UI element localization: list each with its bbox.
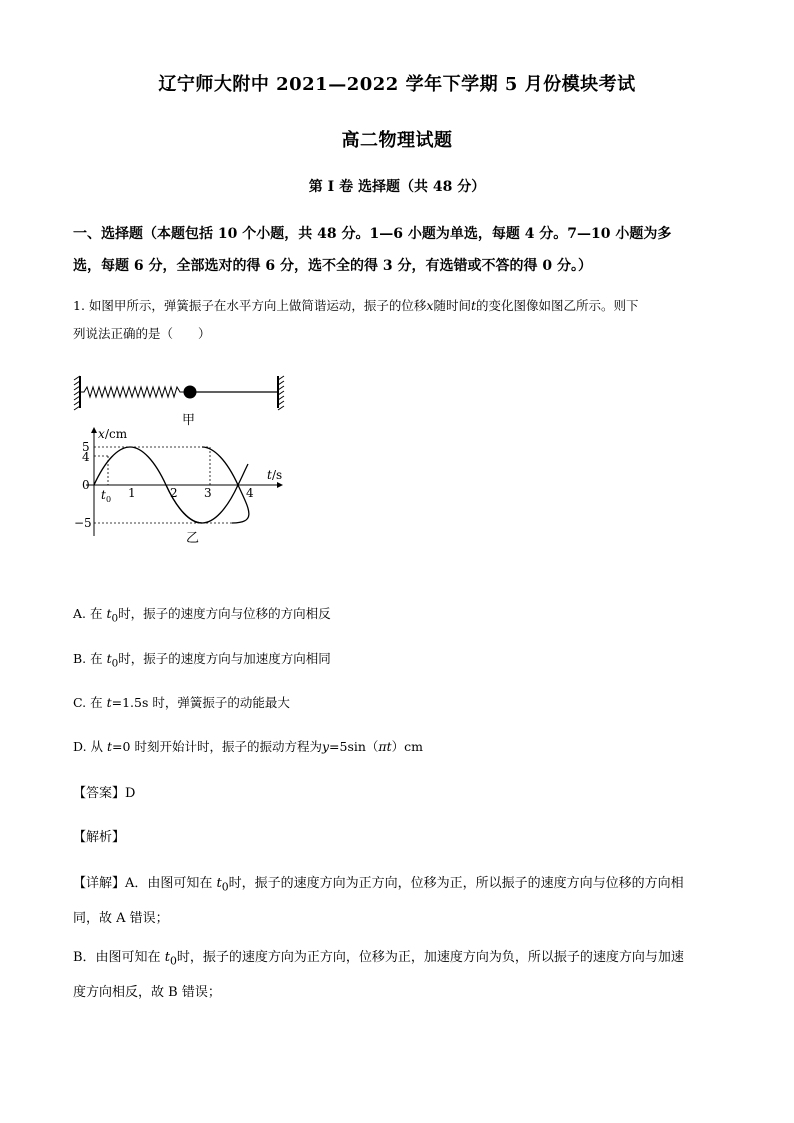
label-jia: 甲 xyxy=(182,413,196,428)
answer-value: D xyxy=(125,786,136,801)
question-1-line-1: 1. 如图甲所示，弹簧振子在水平方向上做简谐运动，振子的位移x随时间t的变化图像如图乙所示。则下 xyxy=(73,298,639,313)
y-axis-label: x xyxy=(98,427,105,441)
detail-b-line-1: B．由图可知在 $t_0$时，振子的速度方向为正方向，位移为正，加速度方向为负，所以振子的速度方向与加速 xyxy=(73,950,684,968)
y-tick-0: 0 xyxy=(82,478,90,492)
x-tick-2: 2 xyxy=(170,486,178,500)
y-tick-minus5: −5 xyxy=(74,516,92,530)
exam-subtitle: 高二物理试题 xyxy=(341,130,453,151)
option-c[interactable]: C. 在 t=1.5s 时，弹簧振子的动能最大 xyxy=(73,695,290,710)
x-tick-3: 3 xyxy=(204,486,212,500)
instructions xyxy=(73,218,723,282)
option-d[interactable]: D. 从 t=0 时刻开始计时，振子的振动方程为y=5sin（πt）cm xyxy=(73,739,424,754)
answer-label: 【答案】 xyxy=(73,786,126,801)
x-axis-unit: /s xyxy=(272,468,283,482)
x-tick-4: 4 xyxy=(246,486,254,500)
x-axis-label: t xyxy=(267,468,272,482)
option-b[interactable]: B. 在 $t_0$时，振子的速度方向与加速度方向相同 xyxy=(73,651,331,670)
t0-label: t xyxy=(101,488,106,502)
detail-a-line-2: 同，故 A 错误； xyxy=(73,910,169,926)
y-tick-4: 4 xyxy=(82,450,90,464)
instructions-line-1: 一、选择题（本题包括 10 个小题，共 48 分。1—6 小题为单选，每题 4 分。7—10 小题为多 xyxy=(73,226,672,242)
option-a[interactable]: A. 在 $t_0$时，振子的速度方向与位移的方向相反 xyxy=(73,606,331,625)
analysis-label: 【解析】 xyxy=(73,830,126,845)
answer xyxy=(73,782,135,801)
section-heading: 第 I 卷 选择题（共 48 分） xyxy=(308,179,486,195)
detail-a-line-1: 【详解】A．由图可知在 $t_0$时，振子的速度方向为正方向，位移为正，所以振子的速度方向与位移的方向相 xyxy=(73,876,684,894)
x-tick-1: 1 xyxy=(128,486,136,500)
x-t-graph xyxy=(74,427,282,546)
question-1-stem xyxy=(73,292,723,348)
exam-title: 辽宁师大附中 2021—2022 学年下学期 5 月份模块考试 xyxy=(158,74,636,95)
y-tick-5: 5 xyxy=(82,440,90,454)
instructions-line-2: 选，每题 6 分，全部选对的得 6 分，选不全的得 3 分，有选错或不答的得 0 分。） xyxy=(73,258,592,274)
detail-b xyxy=(73,942,723,1008)
question-1-line-2: 列说法正确的是（ ） xyxy=(73,326,211,341)
oscillator-ball xyxy=(184,386,197,399)
detail-b-line-2: 度方向相反，故 B 错误； xyxy=(73,984,221,1000)
label-yi: 乙 xyxy=(186,531,200,546)
spring xyxy=(80,387,184,397)
question-1-figure xyxy=(70,368,300,548)
y-axis-unit: /cm xyxy=(105,427,128,441)
svg-text:0: 0 xyxy=(106,495,112,504)
spring-oscillator-diagram xyxy=(74,376,284,428)
detail-a xyxy=(73,868,723,934)
